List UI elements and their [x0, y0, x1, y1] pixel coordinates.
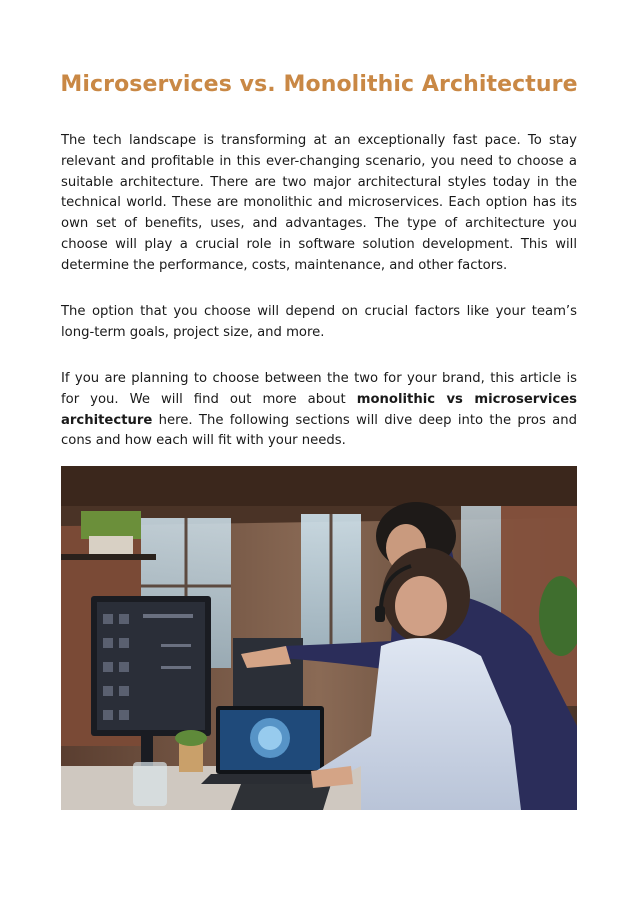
- office-photo: [61, 466, 577, 810]
- keyword-highlight: monolithic vs microservices architecture: [61, 391, 577, 428]
- paragraph-purpose-end: here. The following sections will dive deep into the pros and cons and how each will fit with your needs.: [61, 412, 577, 449]
- paragraph-purpose-start: If you are planning to choose between the two for your brand, this article is for you. We will find out more about: [61, 371, 577, 407]
- paragraph-factors: The option that you choose will depend on crucial factors like your team’s long-term goals, project size, and more.: [61, 304, 577, 340]
- paragraph-purpose: [61, 369, 577, 452]
- article-title: Microservices vs. Monolithic Architecture: [60, 72, 578, 97]
- paragraph-intro: The tech landscape is transforming at an exceptionally fast pace. To stay relevant and profitable in this ever-changing scenario, you need to choose a suitable architecture. There are two major architectural styles today in the technical world. These are monolithic and microservices. Each option has its own set of benefits, uses, and advantages. The type of architecture you choose will play a crucial role in software solution development. This will determine the performance, costs, maintenance, and other factors.: [61, 133, 577, 273]
